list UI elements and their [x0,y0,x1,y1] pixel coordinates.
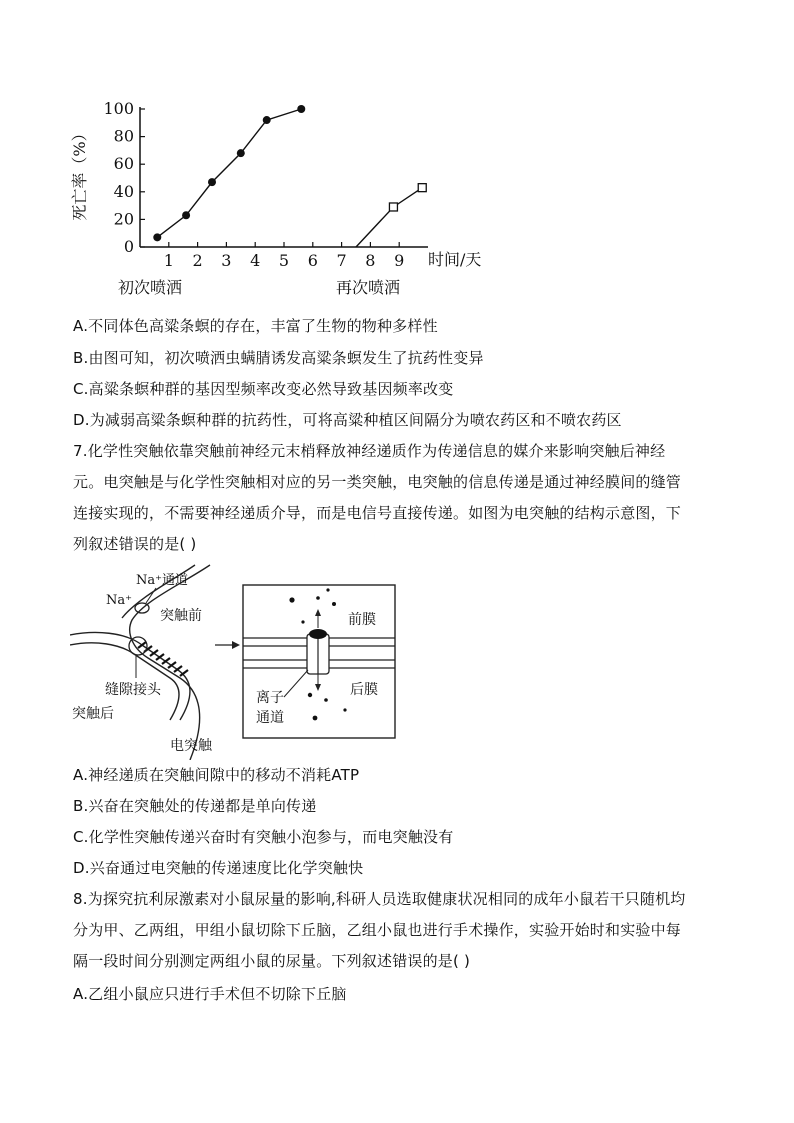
q6-option-c: C.高粱条螟种群的基因型频率改变必然导致基因频率改变 [73,380,454,398]
chart-series [153,105,426,247]
label-na-ion: Na⁺ [106,593,132,608]
label-ion-channel-line1: 离子 [256,690,284,706]
x-tick-label: 2 [192,251,203,270]
q7-stem-line-1: 7.化学性突触依靠突触前神经元末梢释放神经递质作为传递信息的媒介来影响突触后神经 [73,442,666,460]
q8-stem-line-3: 隔一段时间分别测定两组小鼠的尿量。下列叙述错误的是( ) [73,952,471,970]
q6-option-a: A.不同体色高粱条螟的存在，丰富了生物的物种多样性 [73,317,438,335]
q7-option-b: B.兴奋在突触处的传递都是单向传递 [73,797,317,815]
label-post-membrane: 后膜 [350,682,378,698]
q7-stem-line-2: 元。电突触是与化学性突触相对应的另一类突触，电突触的信息传递是通过神经膜间的缝管 [73,473,682,491]
x-tick-label: 4 [250,251,261,270]
y-tick-label: 60 [113,154,134,174]
ion-channel-icon [307,609,329,691]
series-0-point [297,105,305,113]
q6-option-d: D.为减弱高粱条螟种群的抗药性，可将高粱种植区间隔分为喷农药区和不喷农药区 [73,411,622,429]
x-tick-label: 1 [163,251,174,270]
x-tick-label: 8 [365,251,376,270]
x-tick-label: 7 [336,251,347,270]
series-0-point [237,149,245,157]
label-post-synapse: 突触后 [72,706,114,722]
series-0-line [157,109,301,237]
chart-axes [140,107,428,247]
q7-option-c: C.化学性突触传递兴奋时有突触小泡参与，而电突触没有 [73,828,454,846]
x-tick-label: 3 [221,251,232,270]
series-0-point [208,178,216,186]
label-pre-synapse: 突触前 [160,608,202,624]
y-tick-label: 100 [103,99,134,118]
y-tick-label: 0 [123,237,134,256]
label-gap-junction: 缝隙接头 [105,682,161,698]
y-tick-label: 80 [113,126,134,146]
zoom-arrow-head [232,641,240,649]
series-0-point [182,211,190,219]
q7-stem-line-3: 连接实现的，不需要神经递质介导，而是电信号直接传递。如图为电突触的结构示意图，下 [73,504,682,522]
series-1-line [356,188,422,247]
x-tick-label: 5 [278,251,290,270]
label-na-channel: Na⁺通道 [136,573,188,588]
series-1-point [389,203,397,211]
x-axis-label: 时间/天 [428,250,482,269]
y-tick-label: 20 [113,209,134,229]
label-ion-channel-line2: 通道 [256,710,284,726]
q7-option-a: A.神经递质在突触间隙中的移动不消耗ATP [73,766,360,784]
electrical-synapse-diagram [70,560,410,760]
q7-stem-line-4: 列叙述错误的是( ) [73,535,197,553]
series-0-point [153,233,161,241]
q7-option-d: D.兴奋通过电突触的传递速度比化学突触快 [73,859,364,877]
q8-stem-line-1: 8.为探究抗利尿激素对小鼠尿量的影响,科研人员选取健康状况相同的成年小鼠若干只随机均 [73,890,686,908]
q6-option-b: B.由图可知，初次喷洒虫螨腈诱发高粱条螟发生了抗药性变异 [73,349,484,367]
ion-channel-pointer [284,670,308,697]
label-electrical-synapse: 电突触 [170,738,212,754]
y-axis-label: 死亡率（%） [70,125,89,221]
presynaptic-neuron [130,565,210,760]
x-tick-label: 6 [307,251,318,270]
x-tick-label: 9 [394,251,405,270]
q8-stem-line-2: 分为甲、乙两组，甲组小鼠切除下丘脑，乙组小鼠也进行手术操作，实验开始时和实验中每 [73,921,682,939]
label-pre-membrane: 前膜 [348,612,376,628]
q8-option-a: A.乙组小鼠应只进行手术但不切除下丘脑 [73,985,347,1003]
annotation-first-spray: 初次喷洒 [118,278,183,297]
annotation-second-spray: 再次喷洒 [336,278,401,297]
series-1-point [418,184,426,192]
series-0-point [263,116,271,124]
y-tick-label: 40 [113,181,134,201]
mortality-line-chart [60,95,500,305]
